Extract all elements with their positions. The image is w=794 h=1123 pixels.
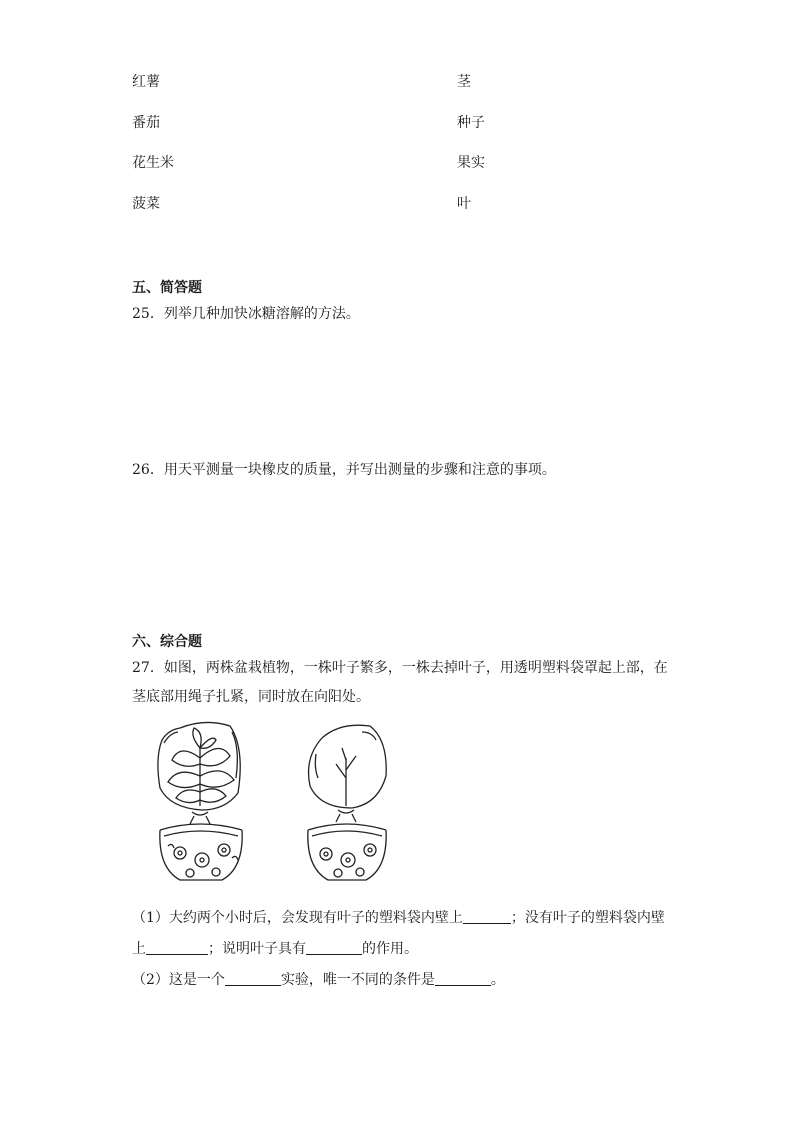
section6-title: 六、综合题 — [132, 634, 202, 650]
sub-question-2 — [132, 971, 505, 989]
match-left-1: 红薯 — [132, 74, 160, 90]
leafy-plant-illustration — [158, 722, 242, 880]
match-right-1: 茎 — [457, 74, 471, 90]
sub1-text-b: ；没有叶子的塑料袋内壁 — [510, 910, 665, 926]
question-25: 25．列举几种加快冰糖溶解的方法。 — [132, 306, 360, 322]
sub2-text-b: 实验，唯一不同的条件是 — [280, 972, 435, 988]
match-right-4: 叶 — [457, 196, 471, 212]
leafless-plant-illustration — [308, 725, 386, 880]
question-27-line2: 茎底部用绳子扎紧，同时放在向阳处。 — [132, 689, 370, 705]
match-right-2: 种子 — [457, 115, 485, 131]
answer-blank-4[interactable] — [225, 971, 281, 986]
sub1-text-c: 上 — [132, 941, 146, 957]
plants-figure — [150, 718, 390, 893]
sub-question-1-line2 — [132, 940, 418, 958]
answer-blank-1[interactable] — [463, 909, 511, 924]
match-left-4: 菠菜 — [132, 196, 160, 212]
sub2-text-c: 。 — [490, 972, 505, 988]
question-27-line1: 27．如图，两株盆栽植物，一株叶子繁多，一株去掉叶子，用透明塑料袋罩起上部，在 — [132, 660, 668, 676]
answer-blank-2[interactable] — [146, 940, 208, 955]
question-26: 26．用天平测量一块橡皮的质量，并写出测量的步骤和注意的事项。 — [132, 462, 556, 478]
sub1-text-a: （1）大约两个小时后，会发现有叶子的塑料袋内壁上 — [132, 910, 463, 926]
sub1-text-e: 的作用。 — [362, 941, 418, 957]
answer-blank-3[interactable] — [306, 940, 362, 955]
section5-title: 五、简答题 — [132, 280, 202, 296]
sub2-text-a: （2）这是一个 — [132, 972, 225, 988]
answer-blank-5[interactable] — [435, 971, 491, 986]
match-left-3: 花生米 — [132, 155, 174, 171]
sub1-text-d: ；说明叶子具有 — [208, 941, 306, 957]
sub-question-1-line1 — [132, 909, 665, 927]
match-right-3: 果实 — [457, 155, 485, 171]
match-left-2: 番茄 — [132, 115, 160, 131]
